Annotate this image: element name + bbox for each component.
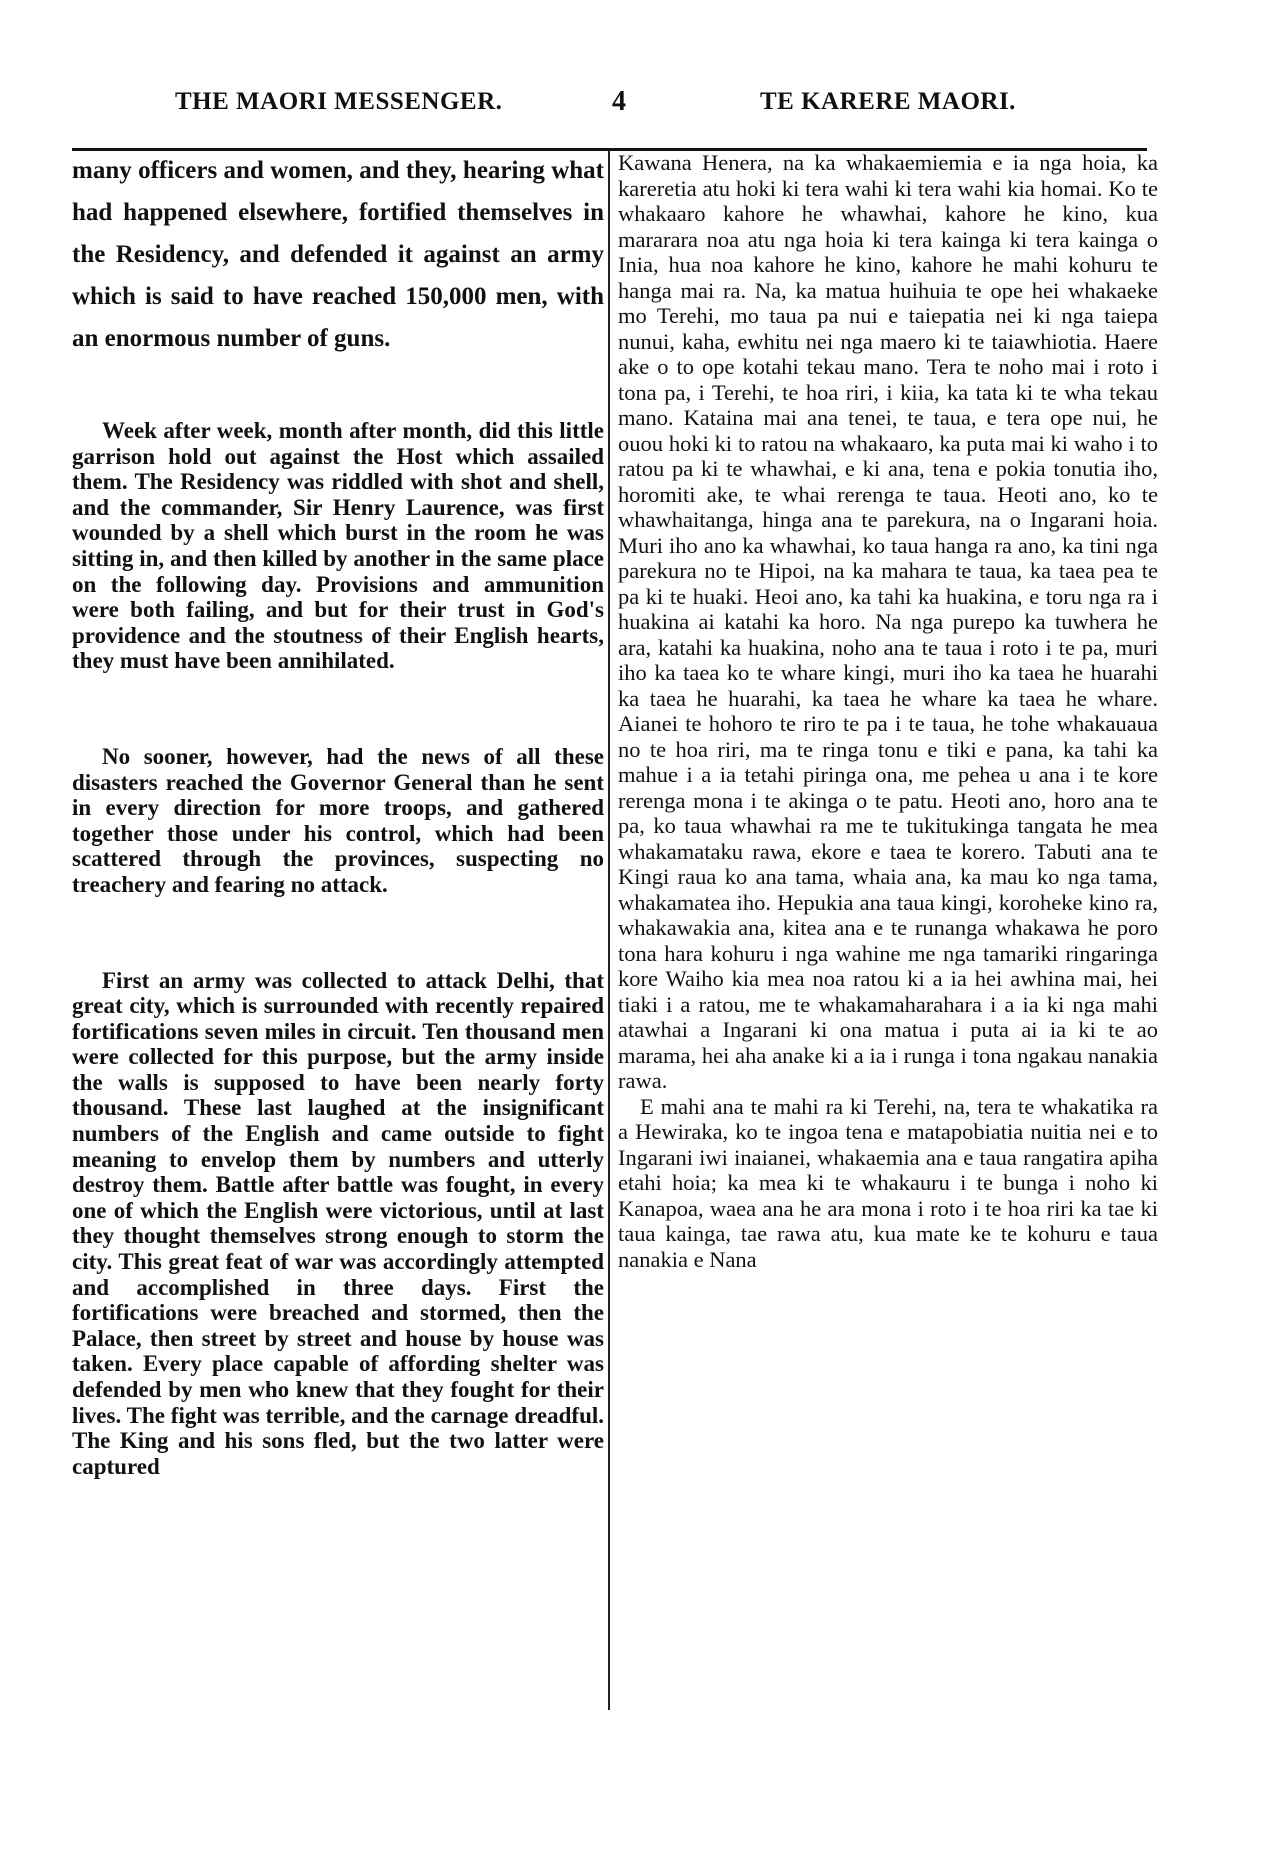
maori-column: [618, 150, 1158, 1272]
english-paragraph: many officers and women, and they, hearing what had happened elsewhere, fortified themselves in the Residency, and defended it against an army which is said to have reached 150,000 men, with an enormous number of guns.: [72, 157, 604, 352]
english-paragraph: No sooner, however, had the news of all these disasters reached the Governor General than he sent in every direction for more troops, and gathered together those under his control, which had been scattered through the provinces, suspecting no treachery and fearing no attack.: [72, 743, 604, 897]
english-paragraph: First an army was collected to attack Delhi, that great city, which is surrounded with recently repaired fortifications seven miles in circuit. Ten thousand men were collected for this purpose, but the army inside the walls is supposed to have been nearly forty thousand. These last laughed at the insignificant numbers of the English and came outside to fight meaning to envelop them by numbers and utterly destroy them. Battle after battle was fought, in every one of which the English were victorious, until at last they thought themselves strong enough to storm the city. This great feat of war was accordingly attempted and accomplished in three days. First the fortifications were breached and stormed, then the Palace, then street by street and house by house was taken. Every place capable of affording shelter was defended by men who knew that they fought for their lives. The fight was terrible, and the carnage dreadful. The King and his sons fled, but the two latter were captured: [72, 967, 604, 1479]
header-title-english: THE MAORI MESSENGER.: [175, 88, 503, 115]
maori-paragraph: Kawana Henera, na ka whakaemiemia e ia nga hoia, ka kareretia atu hoki ki tera wahi ki tera wahi kia homai. Ko te whakaaro kahore he whawhai, kahore he kino, kua mararara noa atu nga hoia ki tera kainga ki tera kainga o Inia, hua noa kahore he kino, kahore he mahi kohuru te hanga mai ra. Na, ka matua huihuia te ope hei whakaeke mo Terehi, mo taua pa nui e taiepatia nei ki nga taiepa nunui, kaha, ewhitu nei nga maero ki te taiawhiotia. Haere ake o to ope kotahi tekau mano. Tera te noho mai i roto i tona pa, i Terehi, te hoa riri, i kiia, ka tata ki te wha tekau mano. Kataina mai ana tenei, te taua, e tera ope nui, he ouou hoki ki to ratou na whakaaro, ka puta mai ki waho i to ratou pa ki te whawhai, e ki ana, tena e pokia tonutia iho, horomiti ake, te whai rerenga te taua. Heoti ano, ko te whawhaitanga, hinga ana te parekura, na o Ingarani hoia. Muri iho ano ka whawhai, ko taua hanga ra ano, ka tini nga parekura no te Hipoi, na ka mahara te taua, ka taea pea te pa ki te huaki. Heoi ano, ka tahi ka huakina, e toru nga ra i huakina ai katahi ka horo. Na nga purepo ka tuwhera he ara, katahi ka huakina, noho ana te taua i roto i te pa, muri iho ka taea ko te whare kingi, muri iho ka taea he huarahi ka taea he huarahi, ka taea he whare ka taea he whare. Aianei te hohoro te riro te pa i te taua, he tohe whakauaua no te hoa riri, ma te ringa tonu e tiki e pana, ka tahi ka mahue i a ia tetahi piringa ona, me pehea u ana i te kore rerenga mona i te akinga o te patu. Heoti ano, horo ana te pa, ko taua whawhai ra me te tukitukinga tangata he mea whakamataku rawa, ekore e taea te korero. Tabuti ana te Kingi raua ko ana tama, whaia ana, ka mau ko nga tama, whakamatea iho. Hepukia ana taua kingi, koroheke kino ra, whakawakia ana, kitea ana e te runanga whakawa he poro tona hara kohuru i nga wahine me nga tamariki ringaringa kore Waiho kia mea noa ratou ki a ia hei awhina mai, hei tiaki i a ratou, me te whakamaharahara i a ia ki nga mahi atawhai a Ingarani ki ona matua i puta ai ia ki te ao marama, hei aha anake ki a ia i runga i tona ngakau nanakia rawa.: [618, 150, 1158, 1093]
column-divider: [608, 150, 610, 1710]
page-header: [0, 88, 1280, 138]
page-number: 4: [612, 86, 626, 117]
header-title-maori: TE KARERE MAORI.: [760, 88, 1016, 115]
english-column: [72, 150, 604, 1479]
english-paragraph: Week after week, month after month, did this little garrison hold out against the Host which assailed them. The Residency was riddled with shot and shell, and the commander, Sir Henry Laurence, was first wounded by a shell which burst in the room he was sitting in, and then killed by another in the same place on the following day. Provisions and ammunition were both failing, and but for their trust in God's providence and the stoutness of their English hearts, they must have been annihilated.: [72, 418, 604, 674]
maori-paragraph: E mahi ana te mahi ra ki Terehi, na, tera te whakatika ra a Hewiraka, ko te ingoa tena e matapobiatia nuitia nei e to Ingarani iwi inaianei, whakaemia ana e taua rangatira apiha etahi hoia; ka mea ki te whakauru i te bunga i noho ki Kanapoa, waea ana he ara mona i roto i te hoa riri ka tae ki taua kainga, tae rawa atu, kua mate ke te kohuru e taua nanakia e Nana: [618, 1093, 1158, 1272]
